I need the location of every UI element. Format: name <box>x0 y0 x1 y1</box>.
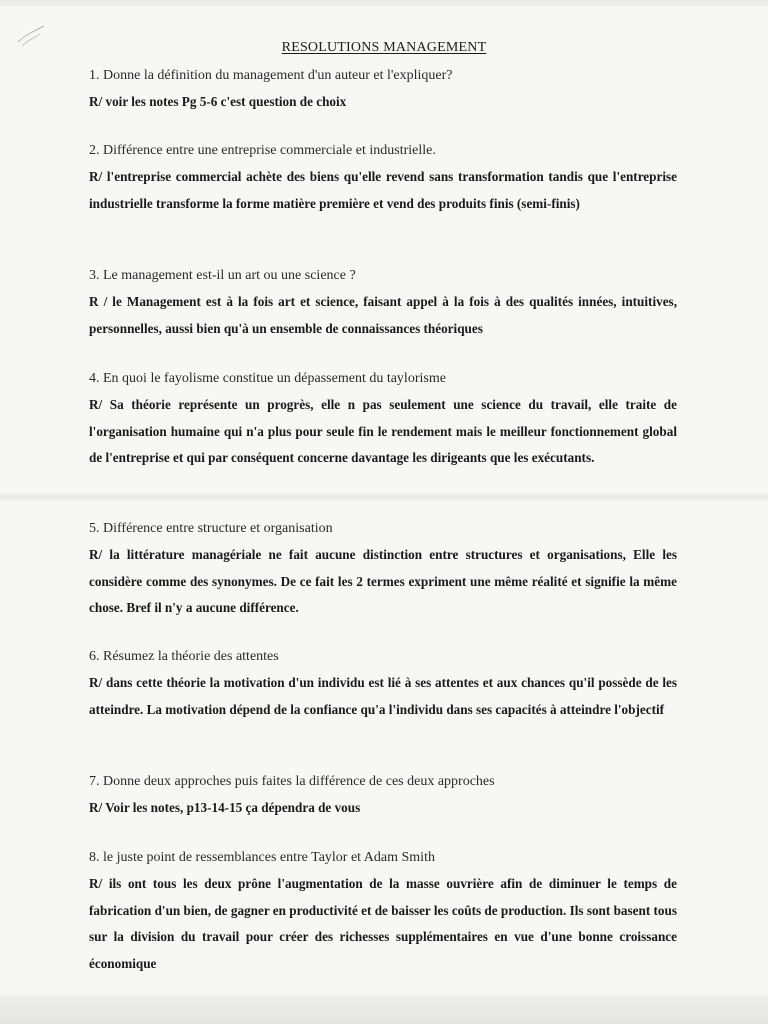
answer-7: R/ Voir les notes, p13-14-15 ça dépendra de vous <box>89 800 361 815</box>
qa-item-6 <box>89 644 677 723</box>
question-4: 4. En quoi le fayolisme constitue un dépassement du taylorisme <box>89 371 446 386</box>
qa-item-8 <box>89 845 677 977</box>
document-title: RESOLUTIONS MANAGEMENT <box>281 40 487 55</box>
qa-item-3 <box>89 263 677 342</box>
question-3: 3. Le management est-il un art ou une science ? <box>89 268 356 283</box>
paper-fold <box>0 492 768 502</box>
question-1: 1. Donne la définition du management d'un auteur et l'expliquer? <box>89 68 453 83</box>
answer-1: R/ voir les notes Pg 5-6 c'est question de choix <box>89 94 347 109</box>
qa-item-4 <box>89 366 677 472</box>
answer-2: R/ l'entreprise commercial achète des biens qu'elle revend sans transformation tandis que l'entreprise industrielle transforme la forme matière première et vend des produits finis (semi-finis) <box>89 169 677 211</box>
question-5: 5. Différence entre structure et organisation <box>89 521 333 536</box>
answer-6: R/ dans cette théorie la motivation d'un individu est lié à ses attentes et aux chances qu'il possède de les atteindre. La motivation dépend de la confiance qu'a l'individu dans ses capacités à atteindre l'objectif <box>89 675 677 717</box>
qa-item-5 <box>89 516 677 622</box>
qa-item-2 <box>89 138 677 217</box>
answer-4: R/ Sa théorie représente un progrès, elle n pas seulement une science du travail, elle traite de l'organisation humaine qui n'a plus pour seule fin le rendement mais le meilleur fonctionnement global de l'entreprise et qui par conséquent concerne davantage les dirigeants que les exécutants. <box>89 397 677 465</box>
answer-8: R/ ils ont tous les deux prône l'augmentation de la masse ouvrière afin de diminuer le temps de fabrication d'un bien, de gagner en productivité et de baisser les coûts de production. Ils sont basent tous sur la division du travail pour créer des richesses supplémentaires en vue d'une bonne croissance économique <box>89 876 677 971</box>
question-7: 7. Donne deux approches puis faites la différence de ces deux approches <box>89 774 495 789</box>
answer-5: R/ la littérature managériale ne fait aucune distinction entre structures et organisations, Elle les considère comme des synonymes. De ce fait les 2 termes expriment une même réalité et signifie la même chose. Bref il n'y a aucune différence. <box>89 547 677 615</box>
question-6: 6. Résumez la théorie des attentes <box>89 649 279 664</box>
qa-item-7 <box>89 769 677 822</box>
qa-item-1 <box>89 63 677 116</box>
answer-3: R / le Management est à la fois art et science, faisant appel à la fois à des qualités innées, intuitives, personnelles, aussi bien qu'à un ensemble de connaissances théoriques <box>89 294 677 336</box>
question-2: 2. Différence entre une entreprise commerciale et industrielle. <box>89 143 436 158</box>
scan-edge-top <box>0 0 768 6</box>
question-8: 8. le juste point de ressemblances entre Taylor et Adam Smith <box>89 850 435 865</box>
scan-edge-bottom <box>0 995 768 1024</box>
